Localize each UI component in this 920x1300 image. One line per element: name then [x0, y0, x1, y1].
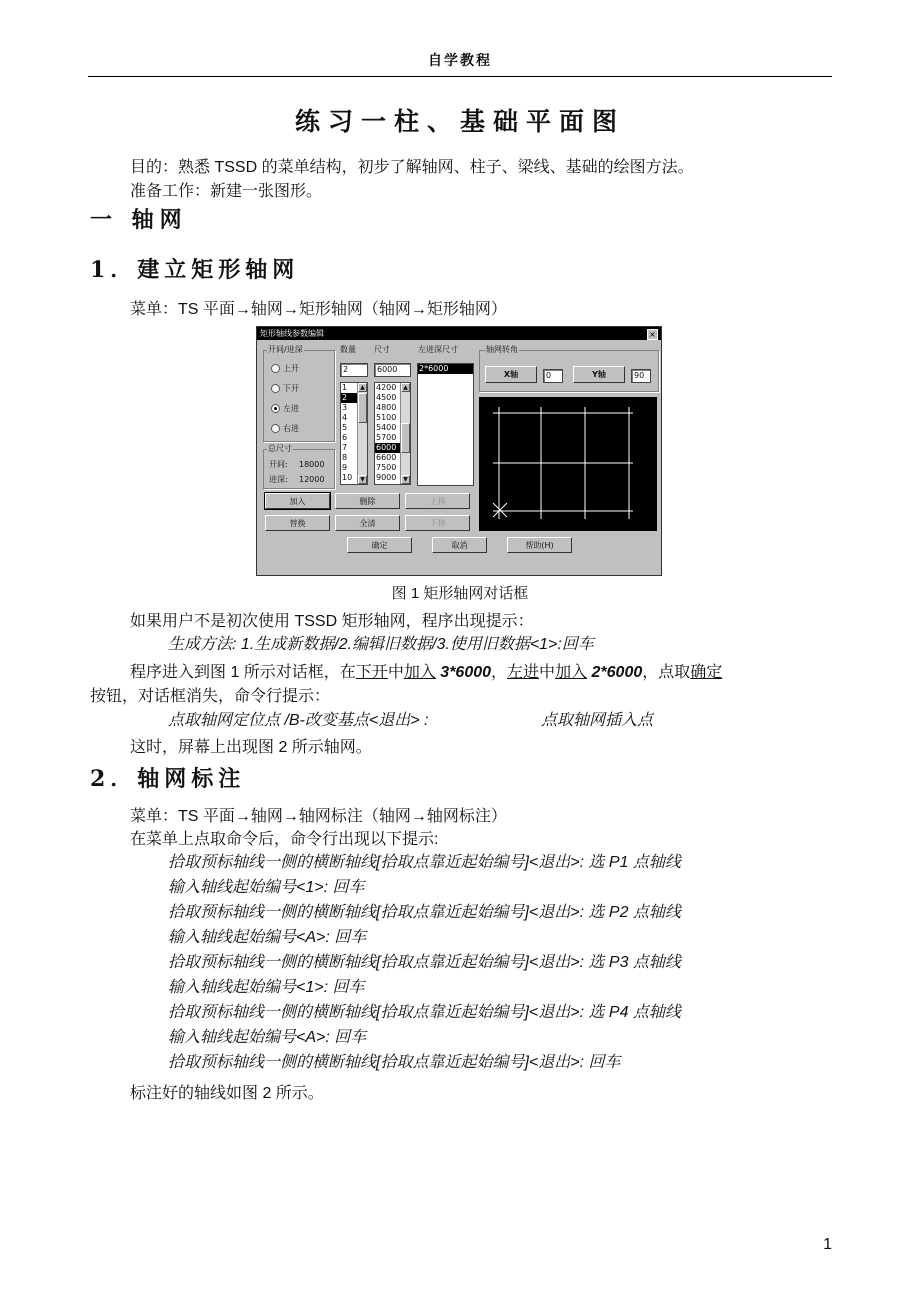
dialog-title-bar: 矩形轴线参数编辑 — [257, 327, 661, 340]
list-item[interactable]: 1 — [342, 383, 348, 392]
scroll-up-icon[interactable]: ▲ — [401, 383, 410, 392]
command-prompt-line: 生成方法: 1.生成新数据/2.编辑旧数据/3.使用旧数据<1>:回车 — [168, 636, 594, 653]
count-input[interactable]: 2 — [340, 363, 368, 377]
list-item[interactable]: 6000 — [375, 443, 401, 453]
scroll-down-icon[interactable]: ▼ — [358, 475, 367, 484]
list-item[interactable]: 7500 — [376, 463, 397, 472]
x-axis-button[interactable]: X轴 — [485, 366, 537, 383]
column-header-count: 数量 — [340, 345, 356, 354]
size-scrollbar[interactable] — [400, 383, 410, 484]
group-label-open-depth: 开间/进深 — [268, 345, 303, 354]
list-item[interactable]: 10 — [342, 473, 353, 482]
column-header-size: 尺寸 — [374, 345, 390, 354]
paragraph-repeat-use: 如果用户不是初次使用 TSSD 矩形轴网，程序出现提示： — [130, 613, 534, 630]
command-prompt-line: 输入轴线起始编号<1>: 回车 — [168, 879, 365, 896]
group-label-rotation: 轴网转角 — [486, 345, 518, 354]
radio-label: 下开 — [283, 384, 299, 393]
move-up-button[interactable]: 上移 — [405, 493, 470, 509]
section-heading-axis-grid: 一 轴网 — [90, 207, 188, 233]
purpose-paragraph: 目的：熟悉 TSSD 的菜单结构，初步了解轴网、柱子、梁线、基础的绘图方法。 — [130, 159, 694, 176]
list-item[interactable]: 5400 — [376, 423, 397, 432]
radio-label: 上开 — [283, 364, 299, 373]
left-depth-list[interactable] — [417, 363, 474, 486]
command-prompt-line: 拾取预标轴线一侧的横断轴线[拾取点靠近起始编号]<退出>: 选 P4 点轴线 — [168, 1004, 681, 1021]
radio-bottom-open[interactable] — [271, 384, 280, 393]
figure-caption: 图 1 矩形轴网对话框 — [391, 585, 529, 602]
command-prompt-line: 拾取预标轴线一侧的横断轴线[拾取点靠近起始编号]<退出>: 选 P2 点轴线 — [168, 904, 681, 921]
command-prompt-line: 输入轴线起始编号<1>: 回车 — [168, 979, 365, 996]
document-title: 练习一柱、基础平面图 — [294, 107, 625, 136]
command-prompt-line: 拾取预标轴线一侧的横断轴线[拾取点靠近起始编号]<退出>: 选 P3 点轴线 — [168, 954, 681, 971]
list-item[interactable]: 6600 — [376, 453, 397, 462]
command-prompt-line: 拾取预标轴线一侧的横断轴线[拾取点靠近起始编号]<退出>: 选 P1 点轴线 — [168, 854, 681, 871]
list-item[interactable]: 9000 — [376, 473, 397, 482]
subsection-heading-axis-label: 2．轴网标注 — [90, 766, 246, 792]
radio-top-open[interactable] — [271, 364, 280, 373]
header-rule — [88, 76, 832, 77]
x-angle-input[interactable]: 0 — [543, 369, 563, 383]
list-item[interactable]: 5700 — [376, 433, 397, 442]
list-item[interactable]: 8 — [342, 453, 348, 462]
radio-label: 左进 — [283, 404, 299, 413]
list-item[interactable]: 9 — [342, 463, 348, 472]
list-item[interactable]: 7 — [342, 443, 348, 452]
command-prompt-line: 点取轴网定位点 /B-改变基点<退出> : — [168, 712, 429, 729]
command-prompt-line: 输入轴线起始编号<A>: 回车 — [168, 929, 367, 946]
add-button[interactable]: 加入 — [265, 493, 330, 509]
list-item[interactable]: 2*6000 — [418, 364, 473, 374]
size-input[interactable]: 6000 — [374, 363, 411, 377]
grid-preview — [479, 397, 657, 531]
menu-path-axis-label: 菜单：TS 平面→轴网→轴网标注（轴网→轴网标注） — [130, 808, 507, 825]
scroll-up-icon[interactable]: ▲ — [358, 383, 367, 392]
delete-button[interactable]: 删除 — [335, 493, 400, 509]
scroll-down-icon[interactable]: ▼ — [401, 475, 410, 484]
running-header: 自学教程 — [428, 52, 492, 68]
depth-total-value: 12000 — [299, 475, 325, 484]
radio-right-depth[interactable] — [271, 424, 280, 433]
open-label: 开间: — [269, 460, 288, 469]
list-item[interactable]: 4800 — [376, 403, 397, 412]
group-label-total-size: 总尺寸 — [268, 444, 292, 453]
list-item[interactable]: 5 — [342, 423, 348, 432]
paragraph-continuation: 按钮，对话框消失，命令行提示： — [90, 688, 331, 705]
command-prompt-line: 输入轴线起始编号<A>: 回车 — [168, 1029, 367, 1046]
rect-grid-dialog — [256, 326, 662, 576]
size-list[interactable] — [374, 382, 411, 485]
close-icon[interactable]: × — [647, 329, 658, 340]
preparation-paragraph: 准备工作：新建一张图形。 — [130, 183, 323, 200]
y-axis-button[interactable]: Y轴 — [573, 366, 625, 383]
open-total-value: 18000 — [299, 460, 325, 469]
radio-left-depth[interactable] — [271, 404, 280, 413]
clear-all-button[interactable]: 全清 — [335, 515, 400, 531]
cancel-button[interactable]: 取消 — [432, 537, 487, 553]
paragraph-result: 这时，屏幕上出现图 2 所示轴网。 — [130, 739, 372, 756]
list-item[interactable]: 5100 — [376, 413, 397, 422]
grid-preview-drawing — [479, 397, 657, 531]
scroll-thumb[interactable] — [358, 393, 367, 423]
radio-label: 右进 — [283, 424, 299, 433]
paragraph-outro: 标注好的轴线如图 2 所示。 — [130, 1085, 324, 1102]
scroll-thumb[interactable] — [401, 423, 410, 453]
help-button[interactable]: 帮助(H) — [507, 537, 572, 553]
list-item[interactable]: 3 — [342, 403, 348, 412]
list-item[interactable]: 4 — [342, 413, 348, 422]
list-item[interactable]: 6 — [342, 433, 348, 442]
page-number: 1 — [823, 1236, 832, 1253]
count-scrollbar[interactable] — [357, 383, 367, 484]
list-item[interactable]: 4200 — [376, 383, 397, 392]
count-list[interactable] — [340, 382, 368, 485]
list-item[interactable]: 2 — [341, 393, 358, 403]
command-prompt-line: 点取轴网插入点 — [541, 712, 654, 729]
subsection-heading-rect-grid: 1．建立矩形轴网 — [90, 257, 300, 283]
depth-label: 进深: — [269, 475, 288, 484]
ok-button[interactable]: 确定 — [347, 537, 412, 553]
command-prompt-line: 拾取预标轴线一侧的横断轴线[拾取点靠近起始编号]<退出>: 回车 — [168, 1054, 621, 1071]
paragraph-enter-dialog: 程序进入到图 1 所示对话框，在下开中加入 3*6000，左进中加入 2*6000，点取确定 — [130, 664, 723, 681]
list-item[interactable]: 4500 — [376, 393, 397, 402]
y-angle-input[interactable]: 90 — [631, 369, 651, 383]
column-header-left-depth: 左进深尺寸 — [418, 345, 458, 354]
replace-button[interactable]: 替换 — [265, 515, 330, 531]
menu-path-rect-grid: 菜单：TS 平面→轴网→矩形轴网（轴网→矩形轴网） — [130, 301, 507, 318]
move-down-button[interactable]: 下移 — [405, 515, 470, 531]
paragraph-intro: 在菜单上点取命令后，命令行出现以下提示: — [130, 831, 439, 848]
